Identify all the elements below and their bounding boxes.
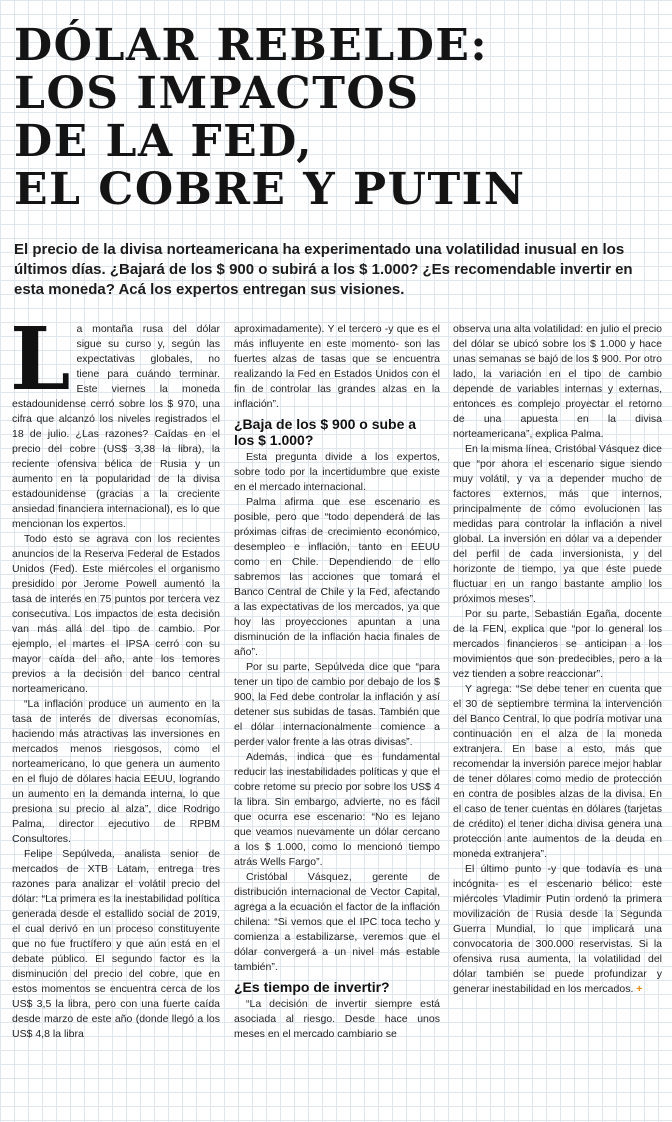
- lead-paragraph: El precio de la divisa norteamericana ha experimentado una volatilidad inusual en los últimos días. ¿Bajará de los $ 900 o subirá a los $ 1.000? ¿Es recomendable invertir en esta moneda? Acá los expertos entregan sus visiones.: [14, 241, 633, 298]
- body-paragraph: observa una alta volatilidad: en julio el precio del dólar se ubicó sobre los $ 1.000 y hace unas semanas se bajó de los $ 900. Por otro lado, la variación en el tipo de cambio depende de variables internas y externas, entonces es complejo proyectar el retorno de una apuesta en la divisa norteamericana”, explica Palma.: [453, 323, 662, 440]
- body-paragraph: aproximadamente). Y el tercero -y que es el más influyente en este momento- son las fuertes alzas de tasas que se encuentra realizando la Fed en Estados Unidos con el fin de controlar las grandes alzas en la inflación”.: [234, 323, 440, 410]
- section-subhead: ¿Baja de los $ 900 o sube a los $ 1.000?: [234, 416, 417, 448]
- body-paragraph: [10, 309, 220, 532]
- body-paragraph: Cristóbal Vásquez, gerente de distribución internacional de Vector Capital, agrega a la ecuación el factor de la inflación chilena: “Si vemos que el IPC toca techo y comienza a estabilizarse, veremos que el dólar convergerá a un nivel más estable también”.: [234, 871, 440, 973]
- body-paragraph: “La decisión de invertir siempre está asociada al riesgo. Desde hace unos meses en el mercado cambiario se: [234, 998, 440, 1040]
- body-paragraph: Por su parte, Sepúlveda dice que “para tener un tipo de cambio por debajo de los $ 900, la Fed debe controlar la inflación y así detener sus subidas de tasas. También que el dólar internacionalmente comience a perder valor frente a las otras divisas”.: [234, 661, 440, 748]
- headline-line: DE LA FED,: [14, 116, 314, 167]
- body-paragraph: Por su parte, Sebastián Egaña, docente de la FEN, explica que “por lo general los mercados financieros se anticipan a los movimientos que son predecibles, pero a la vez tienden a sobre reaccionar”.: [453, 608, 662, 680]
- body-paragraph: En la misma línea, Cristóbal Vásquez dice que “por ahora el escenario sigue siendo muy volátil, y va a depender mucho de factores externos, más que internos, principalmente de cómo evolucionen las medidas para controlar la inflación a nivel global. La inversión en dólar va a depender del perfil de cada inversionista, y del horizonte de tiempo, ya que éste puede fluctuar en un rango bastante amplio los próximos meses”.: [453, 443, 662, 605]
- end-mark-icon: +: [636, 983, 643, 995]
- body-paragraph-text: El último punto -y que todavía es una incógnita- es el escenario bélico: este miércoles Vladimir Putin ordenó la primera movilización de Rusia desde la Segunda Guerra Mundial, lo que implicará una convocatoria de 300.000 reservistas. Si la ofensiva rusa aumenta, la volatilidad del dólar también se puede profundizar y generar inestabilidad en los mercados.: [453, 863, 662, 995]
- body-paragraph: Felipe Sepúlveda, analista senior de mercados de XTB Latam, entrega tres razones para analizar el volátil precio del dólar: “La primera es la inestabilidad política generada desde el estallido social de 2019, el cual derivó en un proceso constituyente que no fue fructífero y que aún está en el debate público. El segundo factor es la disminución del precio del cobre, que en estos momentos se encuentra cerca de los US$ 3,5 la libra, pero con una fuerte caída desde marzo de este año (donde llegó a los US$ 4,8 la libra: [12, 848, 220, 1040]
- article-column-2: [234, 322, 440, 1042]
- body-paragraph: Y agrega: “Se debe tener en cuenta que el 30 de septiembre termina la intervención del Banco Central, lo que podría motivar una continuación en el alza de la moneda extranjera. En base a esto, más que recomendar la inversión parece mejor hablar de tener dólares como medio de protección en contra de posibles alzas de la divisa. En el caso de tener cuentas en dólares (tarjetas de crédito) el tener dicha divisa genera una protección ante aumentos de la deuda en moneda extranjera”.: [453, 683, 662, 860]
- body-paragraph: Todo esto se agrava con los recientes anuncios de la Reserva Federal de Estados Unidos (Fed). Este miércoles el organismo presidido por Jerome Powell aumentó la tasa de interés en 75 puntos por tercera vez consecutiva. Los impactos de esta decisión van más allá del tipo de cambio. Por ejemplo, el martes el IPSA cerró con su mayor caída del año, ante los temores previos a la decisión del banco central norteamericano.: [12, 533, 220, 695]
- headline-line: LOS IMPACTOS: [14, 68, 420, 119]
- article-column-1: [10, 309, 220, 1042]
- body-paragraph: “La inflación produce un aumento en la tasa de interés de diversas economías, haciendo más atractivas las inversiones en mercados menos riesgosos, como el norteamericano, lo que genera un aumento en el flujo de dólares hacia EEUU, logrando un aumento en la demanda interna, lo que presiona su precio al alza”, dice Rodrigo Palma, director ejecutivo de RPBM Consultores.: [12, 698, 220, 845]
- headline: [14, 22, 664, 214]
- body-paragraph: Además, indica que es fundamental reducir las inestabilidades políticas y que el cobre retome su precio por sobre los US$ 4 la libra. Sin embargo, advierte, no es fácil que ocurra ese escenario: “No es lejano que veamos nuevamente un dólar cercano a los $ 1.000, como lo mencionó tiempo atrás Wells Fargo”.: [234, 751, 440, 868]
- body-paragraph: [453, 862, 662, 997]
- body-paragraph: Palma afirma que ese escenario es posible, pero que “todo dependerá de las próximas cifras de crecimiento económico, desempleo e inflación, tanto en EEUU como en Chile. Dependiendo de ello sabremos las acciones que tomará el Banco Central de Chile y la Fed, afectando a las expectativas de los mercados, ya que hoy las proyecciones apuntan a una disminución de la inflación hacia finales de año”.: [234, 496, 440, 658]
- section-subhead: ¿Es tiempo de invertir?: [234, 979, 390, 995]
- body-paragraph-text: a montaña rusa del dólar sigue su curso y, según las expectativas globales, no tiene para cuándo terminar. Este viernes la moneda estadounidense cerró sobre los $ 970, una cifra que alcanzó los niveles registrados el 18 de julio. ¿Las razones? Caídas en el precio del cobre (US$ 3,38 la libra), la reciente ofensiva bélica de Rusia y un aumento en la popularidad de la divisa estadounidense (gracias a la creciente ansiedad financiera internacional), es lo que mencionan los expertos.: [12, 323, 220, 530]
- headline-line: DÓLAR REBELDE:: [14, 20, 489, 71]
- drop-cap: L: [10, 309, 71, 410]
- article-column-3: [453, 322, 662, 997]
- headline-line: EL COBRE Y PUTIN: [14, 164, 526, 215]
- body-paragraph: Esta pregunta divide a los expertos, sobre todo por la incertidumbre que existe en el mercado internacional.: [234, 451, 440, 493]
